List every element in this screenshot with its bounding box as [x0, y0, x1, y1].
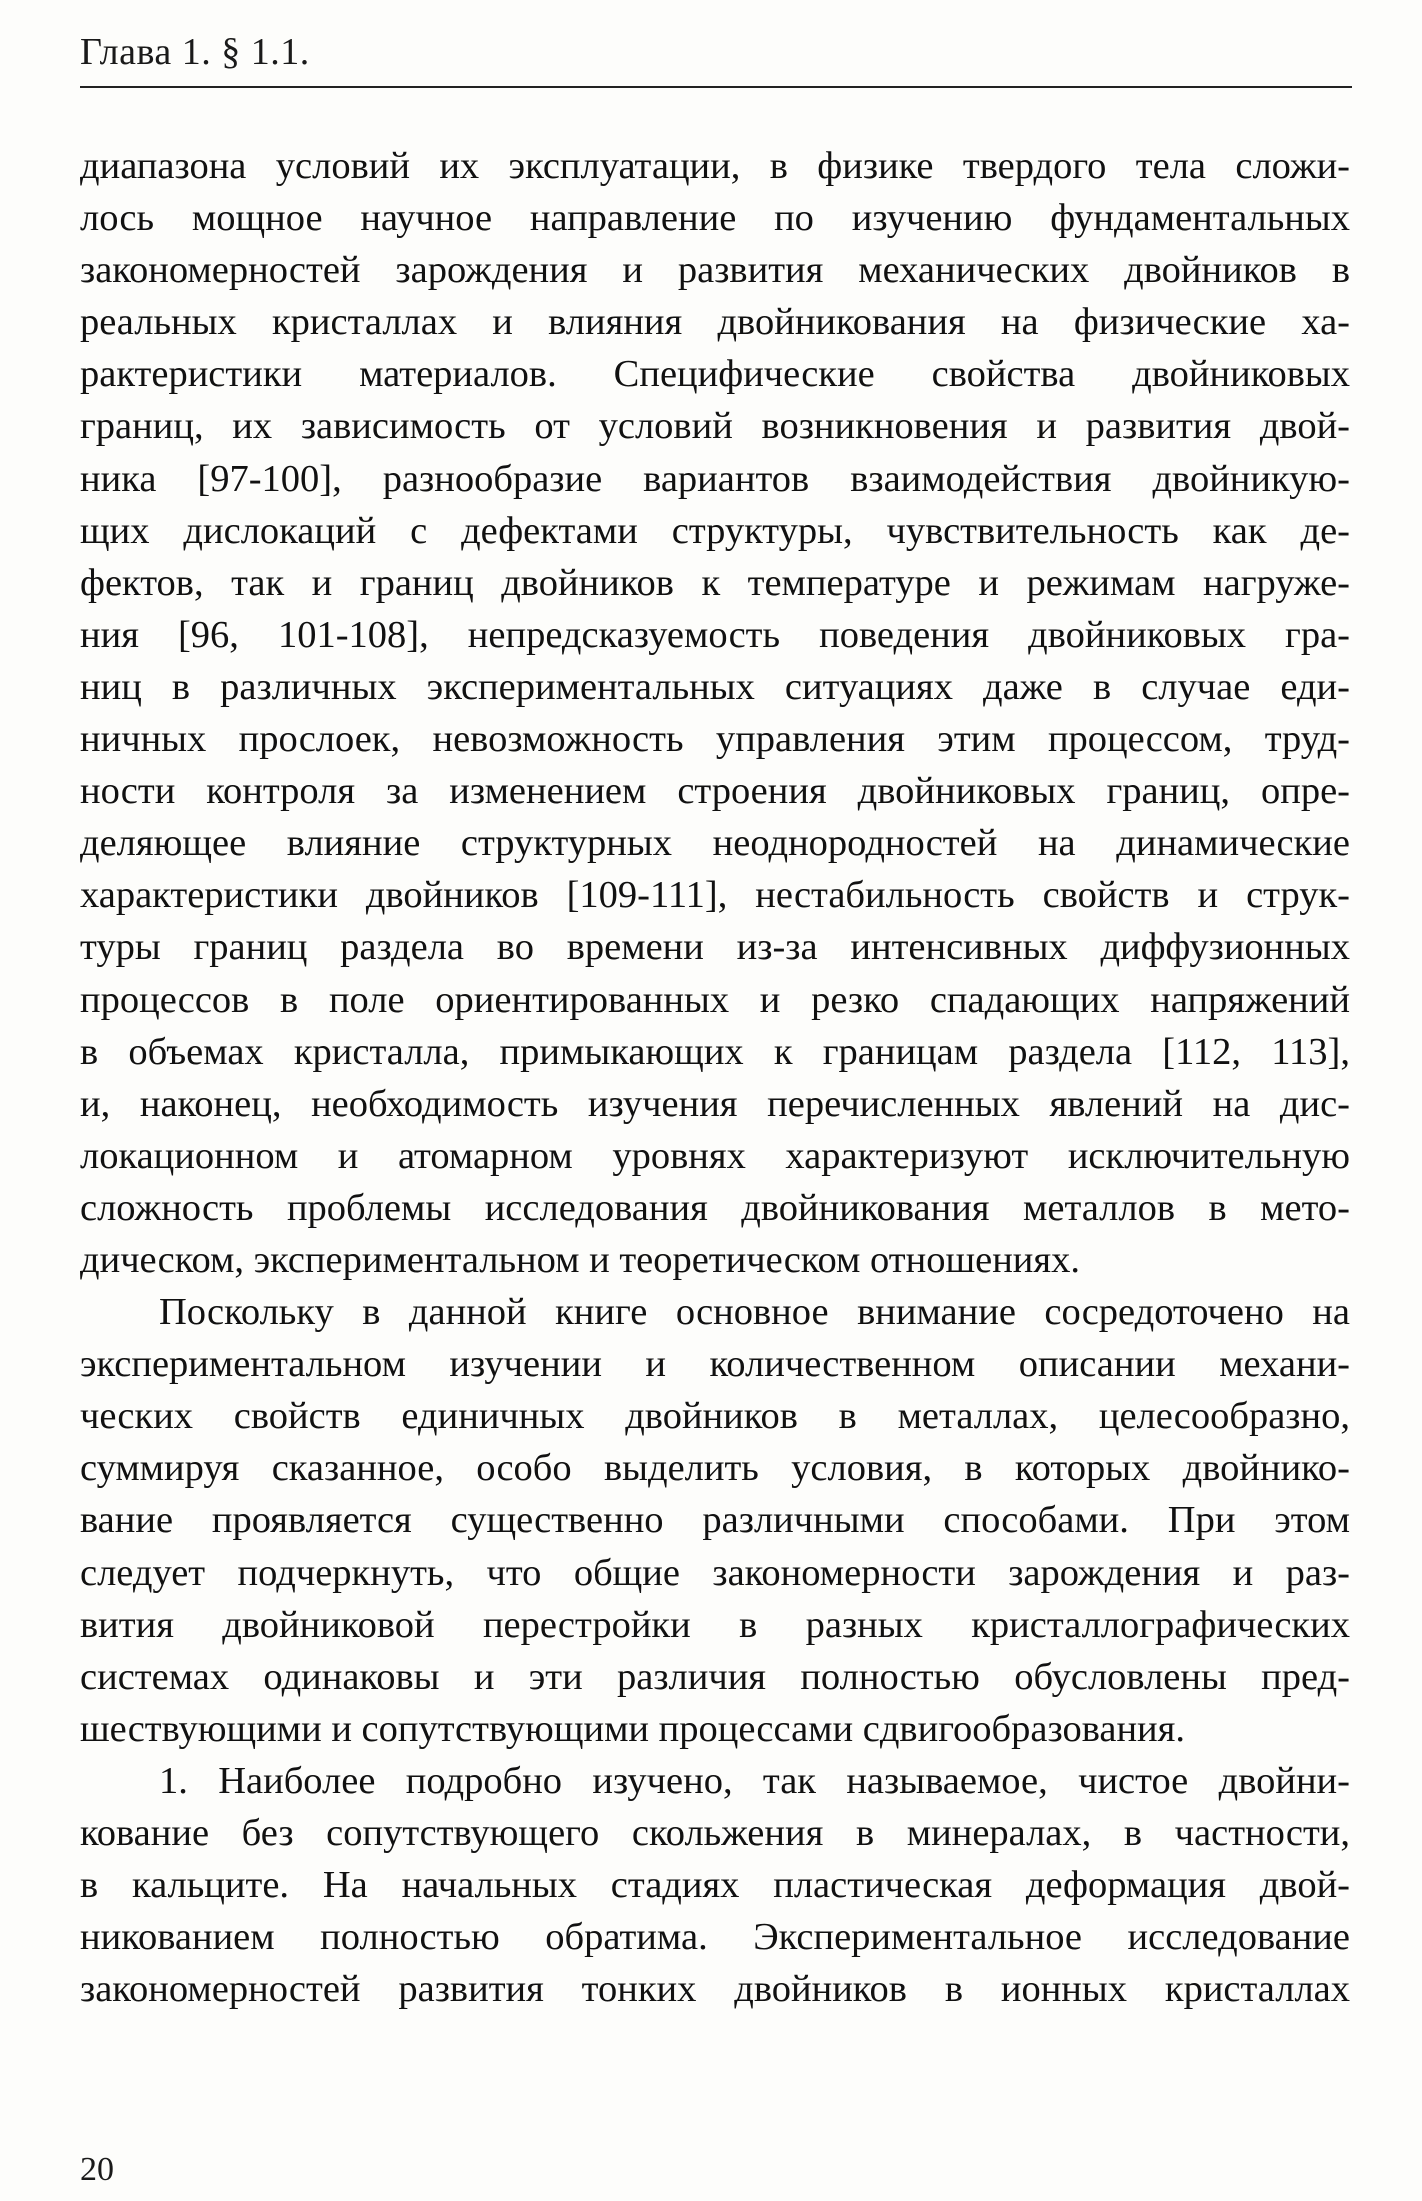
- running-head: Глава 1. § 1.1.: [80, 31, 310, 73]
- text-line: 1. Наиболее подробно изучено, так называемое, чистое двойни-: [159, 1759, 1350, 1802]
- text-line: реальных кристаллах и влияния двойникования на физические ха-: [80, 301, 1350, 344]
- text-line: в кальците. На начальных стадиях пластическая деформация двой-: [80, 1864, 1350, 1907]
- text-line: дическом, экспериментальном и теоретическом отношениях.: [80, 1238, 1080, 1281]
- text-line: шествующими и сопутствующими процессами сдвигообразования.: [80, 1707, 1185, 1750]
- text-line: суммируя сказанное, особо выделить условия, в которых двойнико-: [80, 1447, 1350, 1490]
- text-line: ника [97-100], разнообразие вариантов взаимодействия двойникую-: [80, 457, 1350, 500]
- text-line: диапазона условий их эксплуатации, в физике твердого тела сложи-: [80, 145, 1350, 187]
- text-line: процессов в поле ориентированных и резко спадающих напряжений: [80, 978, 1350, 1021]
- page-number: 20: [80, 2151, 114, 2188]
- text-line: экспериментальном изучении и количественном описании механи-: [80, 1343, 1350, 1386]
- text-line: системах одинаковы и эти различия полностью обусловлены пред-: [80, 1655, 1350, 1698]
- header-rule: [80, 86, 1352, 88]
- text-line: вание проявляется существенно различными способами. При этом: [80, 1499, 1350, 1542]
- text-line: ческих свойств единичных двойников в металлах, целесообразно,: [80, 1395, 1350, 1438]
- text-line: туры границ раздела во времени из-за интенсивных диффузионных: [80, 926, 1350, 969]
- text-line: сложность проблемы исследования двойникования металлов в мето-: [80, 1186, 1350, 1229]
- text-line: Поскольку в данной книге основное внимание сосредоточено на: [159, 1291, 1350, 1334]
- text-line: закономерностей зарождения и развития механических двойников в: [80, 249, 1350, 292]
- text-line: характеристики двойников [109-111], нестабильность свойств и струк-: [80, 874, 1350, 917]
- body-text: [80, 140, 1350, 2015]
- text-line: ничных прослоек, невозможность управления этим процессом, труд-: [80, 718, 1350, 761]
- text-line: никованием полностью обратима. Экспериментальное исследование: [80, 1916, 1350, 1959]
- text-line: рактеристики материалов. Специфические свойства двойниковых: [80, 353, 1350, 396]
- text-line: границ, их зависимость от условий возникновения и развития двой-: [80, 405, 1350, 448]
- text-line: следует подчеркнуть, что общие закономерности зарождения и раз-: [80, 1551, 1350, 1594]
- text-line: закономерностей развития тонких двойников в ионных кристаллах: [80, 1968, 1350, 2011]
- text-line: и, наконец, необходимость изучения перечисленных явлений на дис-: [80, 1082, 1350, 1125]
- text-line: в объемах кристалла, примыкающих к границам раздела [112, 113],: [80, 1030, 1350, 1073]
- text-line: щих дислокаций с дефектами структуры, чувствительность как де-: [80, 509, 1350, 552]
- text-line: ниц в различных экспериментальных ситуациях даже в случае еди-: [80, 665, 1350, 708]
- text-line: ния [96, 101-108], непредсказуемость поведения двойниковых гра-: [80, 613, 1350, 656]
- text-line: кование без сопутствующего скольжения в минералах, в частности,: [80, 1812, 1350, 1854]
- text-line: деляющее влияние структурных неоднородностей на динамические: [80, 822, 1350, 865]
- text-line: фектов, так и границ двойников к температуре и режимам нагруже-: [80, 561, 1350, 604]
- text-line: ности контроля за изменением строения двойниковых границ, опре-: [80, 770, 1350, 813]
- text-line: локационном и атомарном уровнях характеризуют исключительную: [80, 1134, 1350, 1177]
- text-line: лось мощное научное направление по изучению фундаментальных: [80, 197, 1350, 240]
- text-line: вития двойниковой перестройки в разных кристаллографических: [80, 1603, 1350, 1646]
